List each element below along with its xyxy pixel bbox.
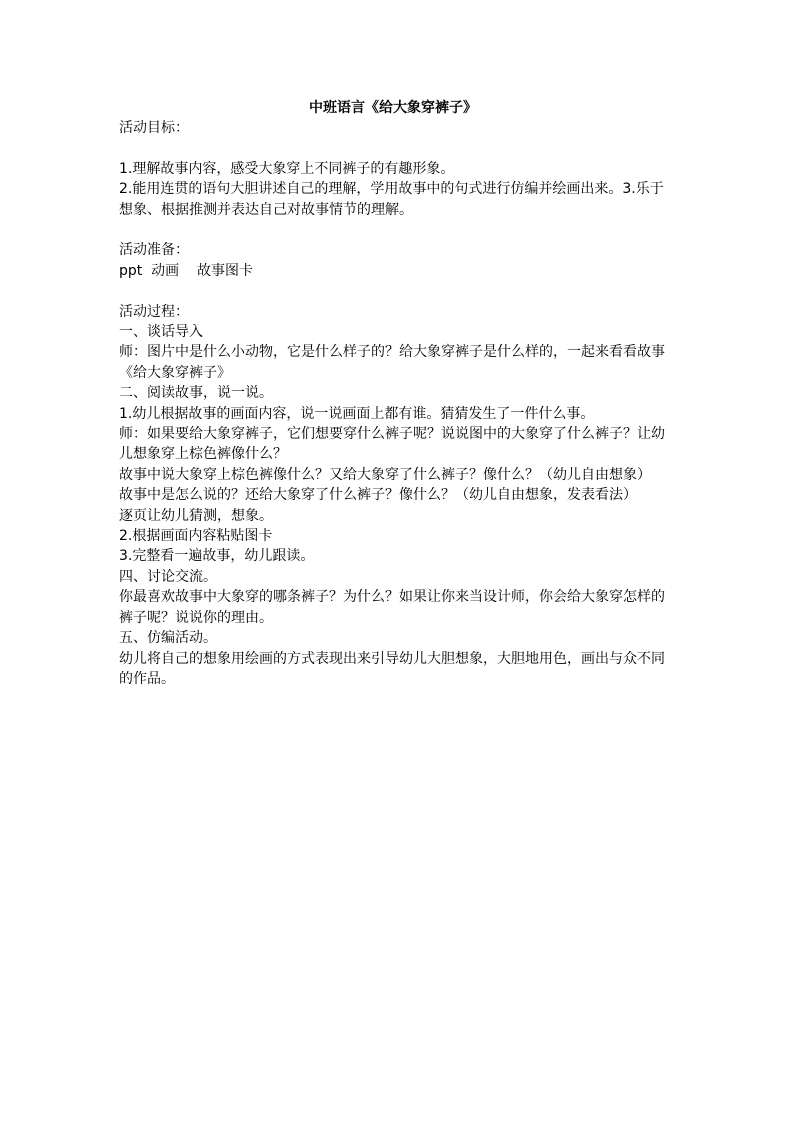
step-4-text: 你最喜欢故事中大象穿的哪条裤子？为什么？如果让你来当设计师，你会给大象穿怎样的裤子呢？说说你的理由。 bbox=[119, 589, 665, 626]
blank-line bbox=[119, 138, 667, 158]
step-4-heading: 四、讨论交流。 bbox=[119, 568, 217, 585]
step-2-item-3: 3.完整看一遍故事，幼儿跟读。 bbox=[119, 548, 315, 565]
step-1-text: 师：图片中是什么小动物，它是什么样子的？给大象穿裤子是什么样的，一起来看看故事《给大象穿裤子》 bbox=[119, 344, 665, 381]
goal-1: 1.理解故事内容，感受大象穿上不同裤子的有趣形象。 bbox=[119, 160, 455, 177]
step-2-heading: 二、阅读故事，说一说。 bbox=[119, 385, 273, 402]
step-2-item-2: 2.根据画面内容粘贴图卡 bbox=[119, 528, 273, 545]
step-2-question-2: 故事中说大象穿上棕色裤像什么？又给大象穿了什么裤子？像什么？（幼儿自由想象） bbox=[119, 466, 651, 483]
prep-items: ppt 动画 故事图卡 bbox=[119, 262, 253, 279]
document-title: 中班语言《给大象穿裤子》 bbox=[309, 100, 477, 116]
step-2-teacher-question: 师：如果要给大象穿裤子，它们想要穿什么裤子呢？说说图中的大象穿了什么裤子？让幼儿想象穿上棕色裤像什么？ bbox=[119, 426, 665, 463]
step-5-heading: 五、仿编活动。 bbox=[119, 630, 217, 647]
document-page bbox=[119, 98, 667, 689]
goals-heading: 活动目标： bbox=[119, 120, 189, 136]
step-2-item-1: 1.幼儿根据故事的画面内容，说一说画面上都有谁。猜猜发生了一件什么事。 bbox=[119, 405, 595, 422]
blank-line bbox=[119, 281, 667, 301]
step-5-text: 幼儿将自己的想象用绘画的方式表现出来引导幼儿大胆想象，大胆地用色，画出与众不同的作品。 bbox=[119, 650, 665, 687]
step-1-heading: 一、谈话导入 bbox=[119, 324, 203, 341]
process-heading: 活动过程： bbox=[119, 303, 189, 320]
step-2-question-3: 故事中是怎么说的？还给大象穿了什么裤子？像什么？（幼儿自由想象，发表看法） bbox=[119, 487, 637, 504]
goal-2-and-3: 2.能用连贯的语句大胆讲述自己的理解，学用故事中的句式进行仿编并绘画出来。3.乐于想象、根据推测并表达自己对故事情节的理解。 bbox=[119, 181, 664, 218]
step-2-page-guess: 逐页让幼儿猜测，想象。 bbox=[119, 507, 273, 524]
blank-line bbox=[119, 220, 667, 240]
prep-heading: 活动准备： bbox=[119, 242, 189, 259]
